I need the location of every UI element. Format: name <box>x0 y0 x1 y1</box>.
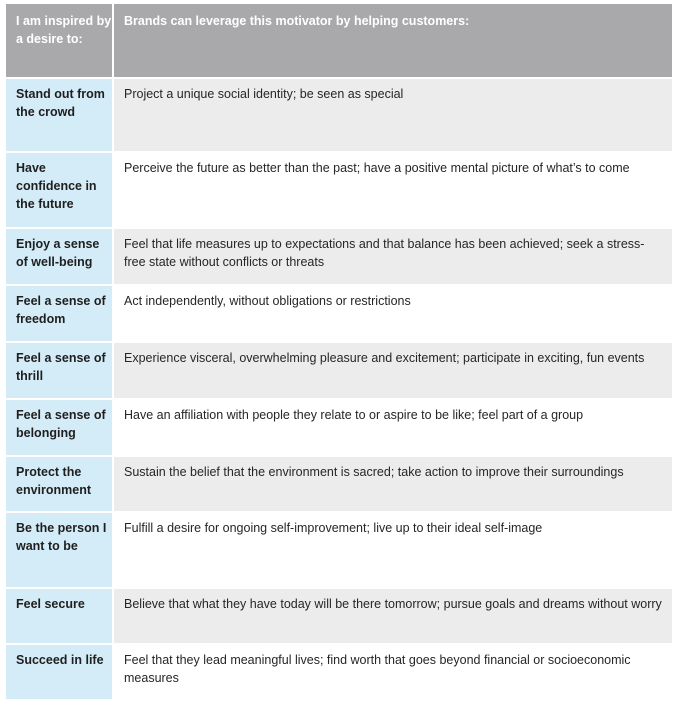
action-cell: Fulfill a desire for ongoing self-improvement; live up to their ideal self-image <box>114 513 672 587</box>
action-cell: Feel that they lead meaningful lives; find worth that goes beyond financial or socioeconomic measures <box>114 645 672 699</box>
table-row <box>6 343 672 400</box>
action-cell: Have an affiliation with people they relate to or aspire to be like; feel part of a group <box>114 400 672 455</box>
motivators-table <box>6 4 672 701</box>
action-cell: Project a unique social identity; be seen as special <box>114 79 672 151</box>
motivator-cell: Feel a sense of belonging <box>6 400 112 455</box>
table-header <box>6 4 672 79</box>
table-row <box>6 153 672 229</box>
motivator-cell: Be the person I want to be <box>6 513 112 587</box>
motivator-cell: Feel secure <box>6 589 112 643</box>
table-row <box>6 286 672 343</box>
motivator-cell: Feel a sense of thrill <box>6 343 112 398</box>
action-cell: Believe that what they have today will be there tomorrow; pursue goals and dreams without worry <box>114 589 672 643</box>
action-cell: Experience visceral, overwhelming pleasure and excitement; participate in exciting, fun events <box>114 343 672 398</box>
motivator-cell: Stand out from the crowd <box>6 79 112 151</box>
action-cell: Feel that life measures up to expectations and that balance has been achieved; seek a stress-free state without conflicts or threats <box>114 229 672 284</box>
header-col-motivator: I am inspired by a desire to: <box>6 4 112 77</box>
motivator-cell: Enjoy a sense of well-being <box>6 229 112 284</box>
action-cell: Sustain the belief that the environment is sacred; take action to improve their surroundings <box>114 457 672 511</box>
action-cell: Act independently, without obligations or restrictions <box>114 286 672 341</box>
table-row <box>6 645 672 701</box>
table-row <box>6 79 672 153</box>
action-cell: Perceive the future as better than the past; have a positive mental picture of what’s to come <box>114 153 672 227</box>
motivator-cell: Succeed in life <box>6 645 112 699</box>
table-row <box>6 513 672 589</box>
motivator-cell: Protect the environment <box>6 457 112 511</box>
header-col-brand-action: Brands can leverage this motivator by helping customers: <box>114 4 672 77</box>
table-row <box>6 400 672 457</box>
table-row <box>6 589 672 645</box>
motivator-cell: Feel a sense of freedom <box>6 286 112 341</box>
table-row <box>6 229 672 286</box>
motivator-cell: Have confidence in the future <box>6 153 112 227</box>
table-row <box>6 457 672 513</box>
